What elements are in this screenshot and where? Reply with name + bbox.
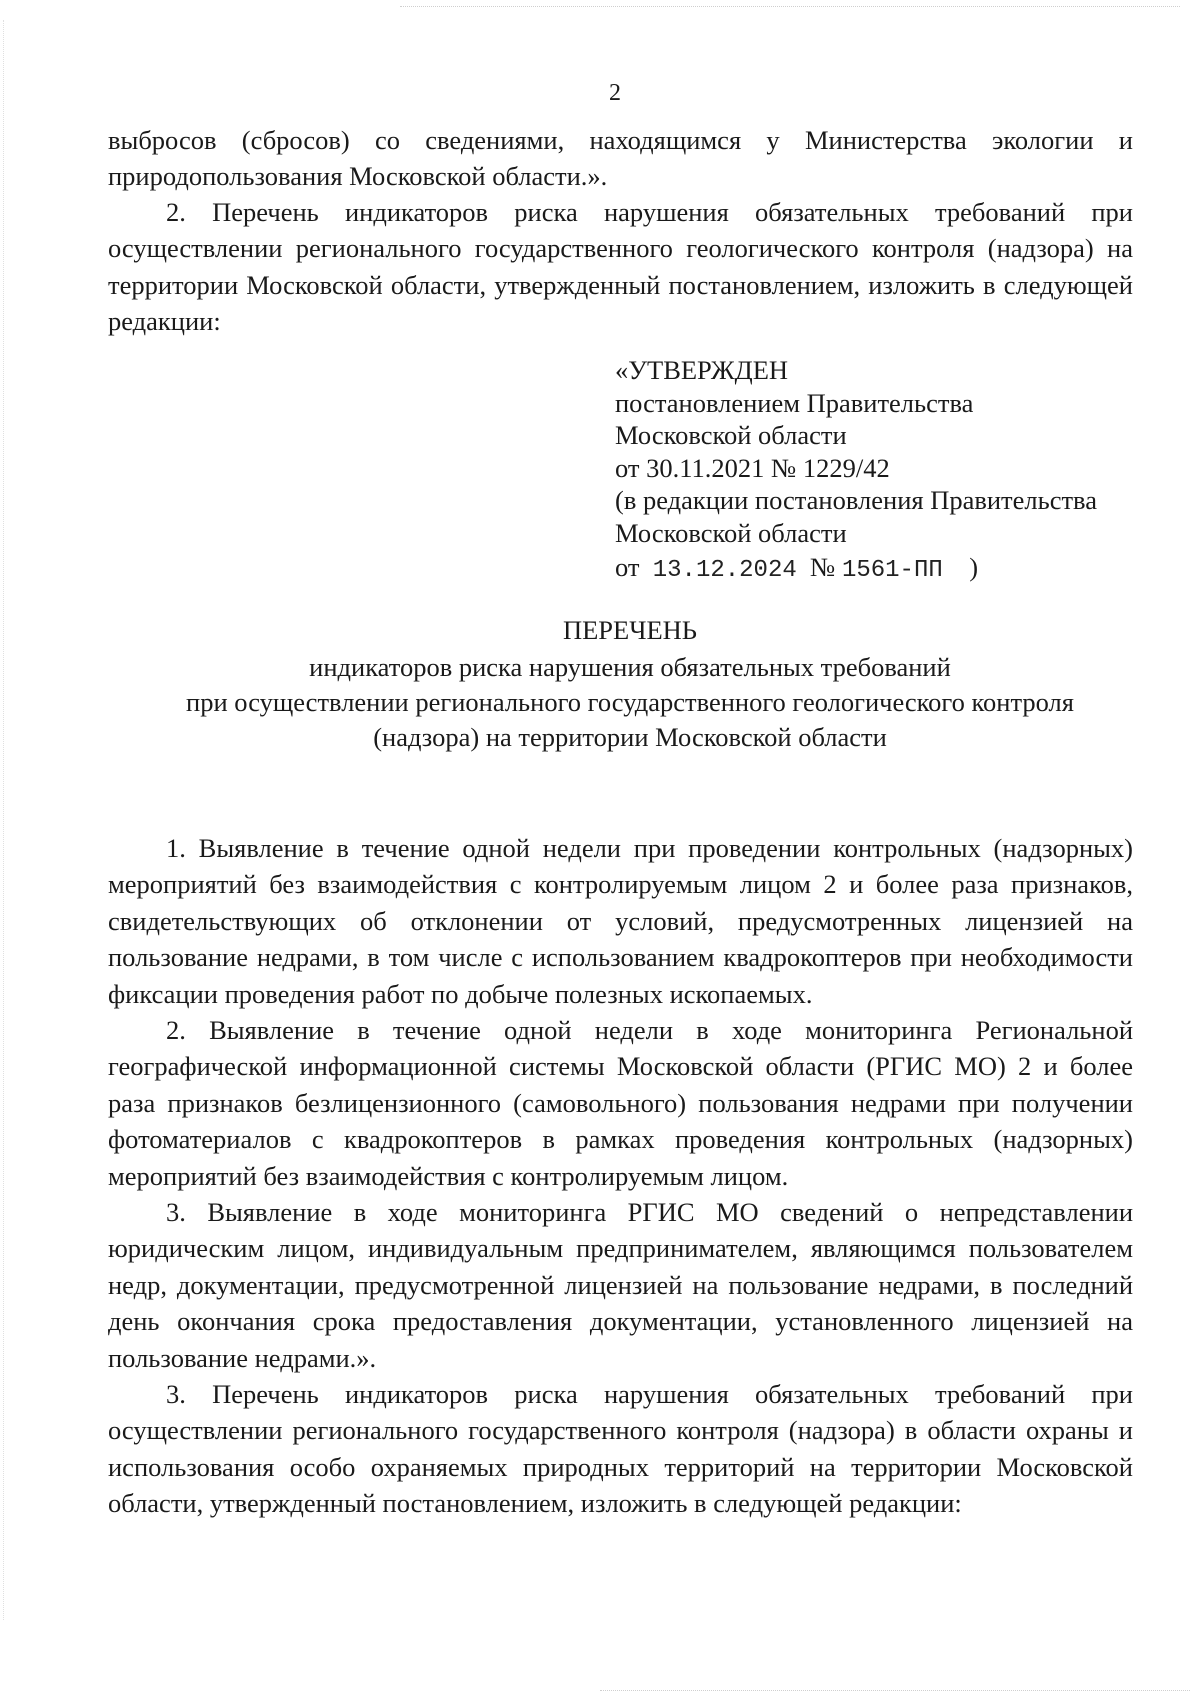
approval-line-3: от 30.11.2021 № 1229/42 xyxy=(615,452,890,483)
approval-line-5: Московской области xyxy=(615,517,847,548)
intro-paragraph: выбросов (сбросов) со сведениями, находящимся у Министерства экологии и природопользования Московской области.». xyxy=(108,125,1133,192)
list-title: ПЕРЕЧЕНЬ xyxy=(562,615,697,645)
indicator-2-paragraph: 2. Выявление в течение одной недели в ходе мониторинга Региональной географической информационной системы Московской области (РГИС МО) 2 и более раза признаков безлицензионного (самовольного) пользования недрами при получении фотоматериалов с квадрокоптеров в рамках проведения контрольных (надзорных) мероприятий без взаимодействия с контролируемым лицом. xyxy=(108,1015,1133,1191)
item-2-paragraph: 2. Перечень индикаторов риска нарушения обязательных требований при осуществлении регионального государственного геологического контроля (надзора) на территории Московской области, утвержденный постановлением, изложить в следующей редакции: xyxy=(108,197,1133,337)
approval-close-paren: ) xyxy=(969,552,979,582)
approval-number-value: 1561-ПП xyxy=(841,557,943,584)
indicator-3-paragraph: 3. Выявление в ходе мониторинга РГИС МО сведений о непредставлении юридическим лицом, индивидуальным предпринимателем, являющимся пользователем недр, документации, предусмотренной лицензией на пользование недрами, в последний день окончания срока предоставления документации, установленного лицензией на пользование недрами.». xyxy=(108,1197,1133,1373)
page-number: 2 xyxy=(609,80,621,106)
item-3-paragraph: 3. Перечень индикаторов риска нарушения обязательных требований при осуществлении регионального государственного контроля (надзора) в области охраны и использования особо охраняемых природных территорий на территории Московской области, утвержденный постановлением, изложить в следующей редакции: xyxy=(108,1379,1133,1519)
scan-edge-left xyxy=(3,20,6,1620)
list-subtitle-line-3: (надзора) на территории Московской области xyxy=(373,722,887,752)
list-subtitle-line-1: индикаторов риска нарушения обязательных требований xyxy=(309,652,951,682)
approval-line-1: постановлением Правительства xyxy=(615,387,974,418)
list-subtitle-line-2: при осуществлении регионального государственного геологического контроля xyxy=(186,687,1074,717)
approval-heading: «УТВЕРЖДЕН xyxy=(615,355,789,385)
indicator-1-paragraph: 1. Выявление в течение одной недели при проведении контрольных (надзорных) мероприятий без взаимодействия с контролируемым лицом 2 и более раза признаков, свидетельствующих об отклонении от условий, предусмотренных лицензией на пользование недрами, в том числе с использованием квадрокоптеров при необходимости фиксации проведения работ по добыче полезных ископаемых. xyxy=(108,833,1133,1009)
approval-line-4: (в редакции постановления Правительства xyxy=(615,485,1097,515)
approval-block xyxy=(615,354,1155,588)
scan-edge-bottom xyxy=(600,1690,1190,1693)
approval-date-prefix: от xyxy=(615,552,640,582)
scan-edge-top xyxy=(400,6,1180,9)
approval-number-sign: № xyxy=(810,552,836,582)
approval-date-value: 13.12.2024 xyxy=(652,557,797,584)
approval-line-2: Московской области xyxy=(615,420,847,450)
list-subtitle xyxy=(130,650,1130,755)
approval-date-line xyxy=(615,551,1155,588)
